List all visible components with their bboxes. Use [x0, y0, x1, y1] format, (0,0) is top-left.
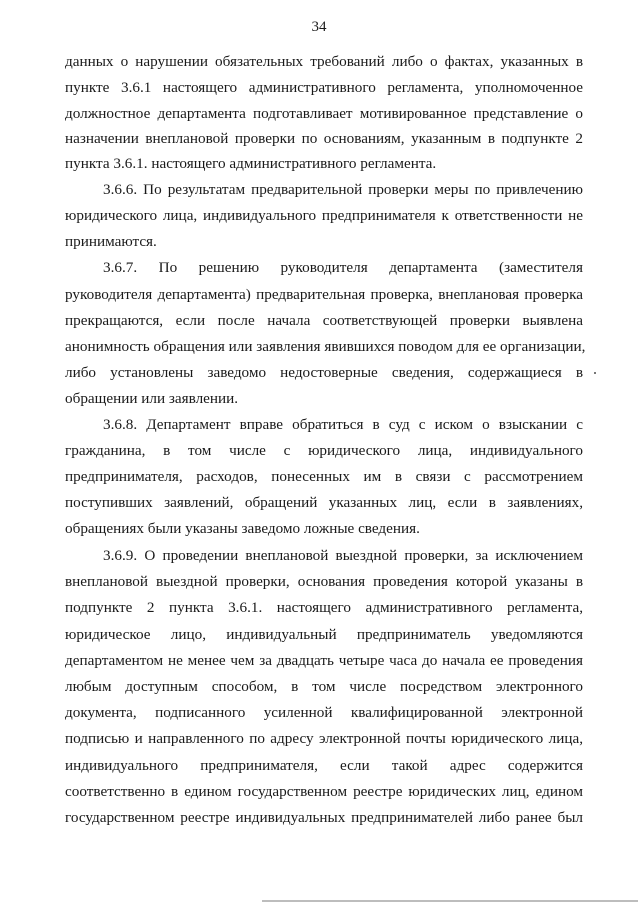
text-line: 3.6.9. О проведении внеплановой выездной проверки, за исключением: [103, 547, 583, 564]
text-line: индивидуального предпринимателя, если такой адрес содержится: [65, 757, 583, 774]
text-line: документа, подписанного усиленной квалифицированной электронной: [65, 704, 583, 721]
text-line: подписью и направленного по адресу электронной почты юридического лица,: [65, 730, 583, 747]
text-line: анонимность обращения или заявления явившихся поводом для ее организации,: [65, 338, 586, 355]
text-line: руководителя департамента) предварительная проверка, внеплановая проверка: [65, 286, 583, 303]
text-line: прекращаются, если после начала соответствующей проверки выявлена: [65, 312, 583, 329]
text-line: соответственно в едином государственном реестре юридических лиц, едином: [65, 783, 583, 800]
text-line: департаментом не менее чем за двадцать четыре часа до начала ее проведения: [65, 652, 583, 669]
text-line: внеплановой выездной проверки, основания проведения которой указаны в: [65, 573, 583, 590]
text-line: обращениях были указаны заведомо ложные сведения.: [65, 520, 420, 537]
text-line: государственном реестре индивидуальных предпринимателей либо ранее был: [65, 809, 583, 826]
text-line: принимаются.: [65, 233, 157, 250]
page-number: 34: [311, 19, 327, 35]
text-line: обращении или заявлении.: [65, 390, 239, 407]
text-line: поступивших заявлений, обращений указанных лиц, если в заявлениях,: [65, 494, 583, 511]
text-line: 3.6.6. По результатам предварительной проверки меры по привлечению: [103, 181, 583, 198]
text-line: данных о нарушении обязательных требований либо о фактах, указанных в: [65, 53, 583, 70]
text-line: подпункте 2 пункта 3.6.1. настоящего административного регламента,: [65, 599, 583, 616]
text-line: пункте 3.6.1 настоящего административного регламента, уполномоченное: [65, 79, 583, 96]
text-line: 3.6.7. По решению руководителя департамента (заместителя: [103, 259, 583, 276]
text-line: 3.6.8. Департамент вправе обратиться в суд с иском о взыскании с: [103, 416, 583, 433]
scan-speck: [594, 372, 596, 374]
text-line: либо установлены заведомо недостоверные сведения, содержащиеся в: [65, 364, 583, 381]
text-line: должностное департамента подготавливает мотивированное представление о: [65, 105, 583, 122]
scan-edge-line: [262, 900, 638, 902]
text-line: назначении внеплановой проверки по основаниям, указанным в подпункте 2: [65, 130, 583, 147]
text-line: гражданина, в том числе с юридического лица, индивидуального: [65, 442, 583, 459]
text-line: пункта 3.6.1. настоящего административного регламента.: [65, 155, 437, 172]
text-line: юридического лица, индивидуального предпринимателя к ответственности не: [65, 207, 583, 224]
text-line: предпринимателя, расходов, понесенных им в связи с рассмотрением: [65, 468, 583, 485]
text-line: любым доступным способом, в том числе посредством электронного: [65, 678, 583, 695]
text-line: юридическое лицо, индивидуальный предприниматель уведомляются: [65, 626, 583, 643]
